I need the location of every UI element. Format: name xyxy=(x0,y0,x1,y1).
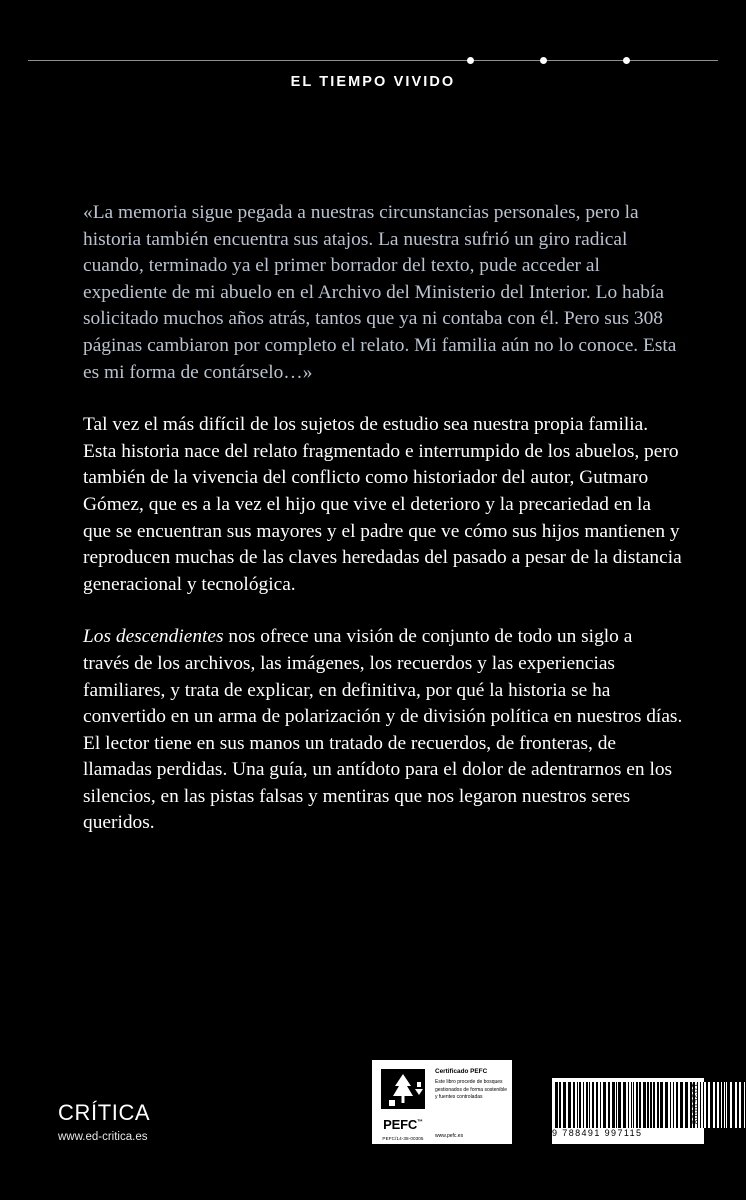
pefc-logo-text: PEFC™ xyxy=(383,1116,423,1132)
publisher-url[interactable]: www.ed-critica.es xyxy=(58,1131,148,1143)
header-dot-2 xyxy=(540,57,547,64)
header-dot-3 xyxy=(623,57,630,64)
publisher-name: CRÍTICA xyxy=(58,1100,151,1125)
book-title-italic: Los descendientes xyxy=(83,626,224,648)
blurb-paragraph-2: Tal vez el más difícil de los sujetos de estudio sea nuestra propia familia. Esta historia nace del relato fragmentado e interrumpido de los abuelos, pero también de la vivencia del conflicto como historiador del autor, Gutmaro Gómez, que es a la vez el hijo que vive el deterioro y la precariedad en la que se encuentran sus mayores y el padre que ve cómo sus hijos mantienen y reproducen muchas de las claves heredadas del pasado a pesar de la distancia generacional y tecnológica. xyxy=(83,414,682,595)
barcode-side-code: 10359998 xyxy=(690,1083,700,1126)
blurb-paragraph-3 xyxy=(83,624,683,837)
pefc-cert-title: Certificado PEFC xyxy=(435,1068,488,1075)
pefc-description: Este libro procede de bosques gestionados de forma sostenible y fuentes controladas xyxy=(435,1079,507,1100)
back-cover-blurb xyxy=(83,200,683,837)
header-divider xyxy=(28,60,718,61)
blurb-paragraph-3-text: nos ofrece una visión de conjunto de todo un siglo a través de los archivos, las imágenes, los recuerdos y las experiencias familiares, y trata de explicar, en definitiva, por qué la historia se ha convertido en un arma de polarización y de división política en nuestros días. El lector tiene en sus manos un tratado de recuerdos, de fronteras, de llamadas perdidas. Una guía, un antídoto para el dolor de adentrarnos en los silencios, en las pistas falsas y mentiras que nos legaron nuestros seres queridos. xyxy=(83,626,683,834)
series-header xyxy=(0,48,746,108)
blurb-quote: «La memoria sigue pegada a nuestras circunstancias personales, pero la historia también encuentra sus atajos. La nuestra sufrió un giro radical cuando, terminado ya el primer borrador del texto, pude acceder al expediente de mi abuelo en el Archivo del Ministerio del Interior. Lo había solicitado muchos años atrás, tantos que ya ni contaba con él. Pero sus 308 páginas cambiaron por completo el relato. Mi familia aún no lo conoce. Esta es mi forma de contárselo…» xyxy=(83,202,677,383)
pefc-code: PEFC/14-38-00305 xyxy=(382,1136,424,1141)
pefc-label xyxy=(372,1060,512,1144)
pefc-website: www.pefc.es xyxy=(435,1133,464,1139)
series-title: EL TIEMPO VIVIDO xyxy=(290,74,456,90)
header-dot-1 xyxy=(467,57,474,64)
barcode-number: 9 788491 997115 xyxy=(552,1128,643,1138)
publisher-block xyxy=(58,1102,150,1144)
tree-icon xyxy=(381,1069,425,1114)
pefc-logo xyxy=(376,1064,430,1141)
barcode-bars xyxy=(555,1082,746,1128)
